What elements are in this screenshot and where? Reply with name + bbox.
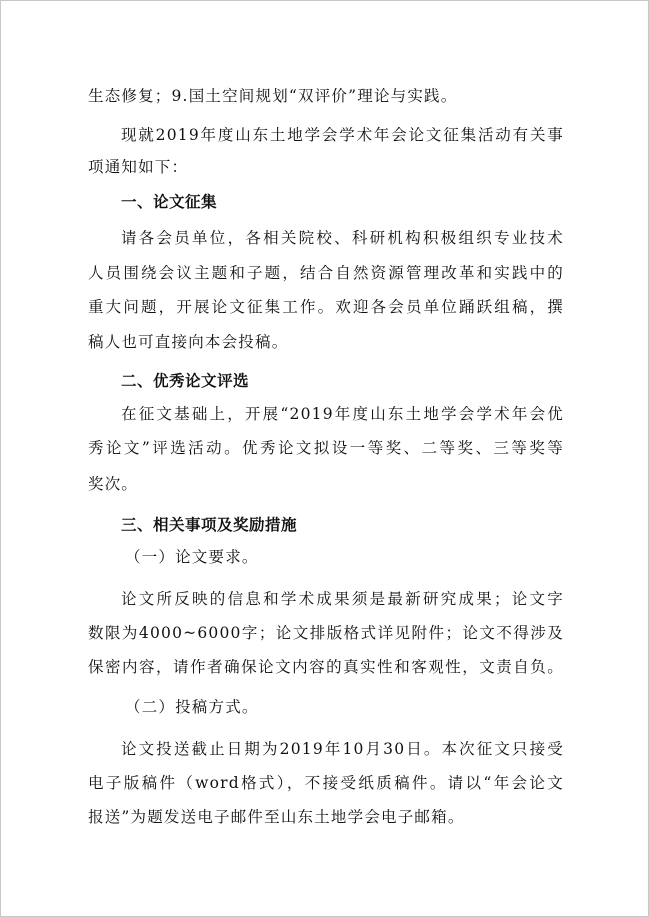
paragraph-line: 数限为4000~6000字；论文排版格式详见附件；论文不得涉及 [88, 624, 564, 642]
paragraph-line: 在征文基础上，开展“2019年度山东土地学会学术年会优 [121, 405, 564, 423]
paragraph-line: 保密内容，请作者确保论文内容的真实性和客观性，文责自负。 [88, 658, 564, 676]
section-heading-3: 三、相关事项及奖励措施 [121, 516, 298, 534]
paragraph-line: 论文所反映的信息和学术成果须是最新研究成果；论文字 [121, 590, 564, 608]
paragraph-line: 项通知如下： [88, 158, 189, 176]
subsection-heading: （一）论文要求。 [125, 548, 259, 566]
paragraph-line: 请各会员单位，各相关院校、科研机构积极组织专业技术 [121, 229, 564, 247]
paragraph-line: 奖次。 [88, 475, 139, 493]
section-heading-2: 二、优秀论文评选 [121, 372, 250, 390]
subsection-heading: （二）投稿方式。 [125, 698, 259, 716]
paragraph-line: 秀论文”评选活动。优秀论文拟设一等奖、二等奖、三等奖等 [88, 439, 564, 457]
paragraph-line: 生态修复；9.国土空间规划“双评价”理论与实践。 [88, 87, 458, 105]
section-heading-1: 一、论文征集 [121, 193, 218, 211]
paragraph-line: 现就2019年度山东土地学会学术年会论文征集活动有关事 [121, 126, 564, 144]
paragraph-line: 报送”为题发送电子邮件至山东土地学会电子邮箱。 [88, 808, 465, 826]
paragraph-line: 论文投送截止日期为2019年10月30日。本次征文只接受 [121, 740, 564, 758]
paragraph-line: 稿人也可直接向本会投稿。 [88, 333, 289, 351]
paragraph-line: 人员围绕会议主题和子题，结合自然资源管理改革和实践中的 [88, 264, 564, 282]
paragraph-line: 电子版稿件（word格式），不接受纸质稿件。请以“年会论文 [88, 774, 564, 792]
paragraph-line: 重大问题，开展论文征集工作。欢迎各会员单位踊跃组稿，撰 [88, 298, 564, 316]
